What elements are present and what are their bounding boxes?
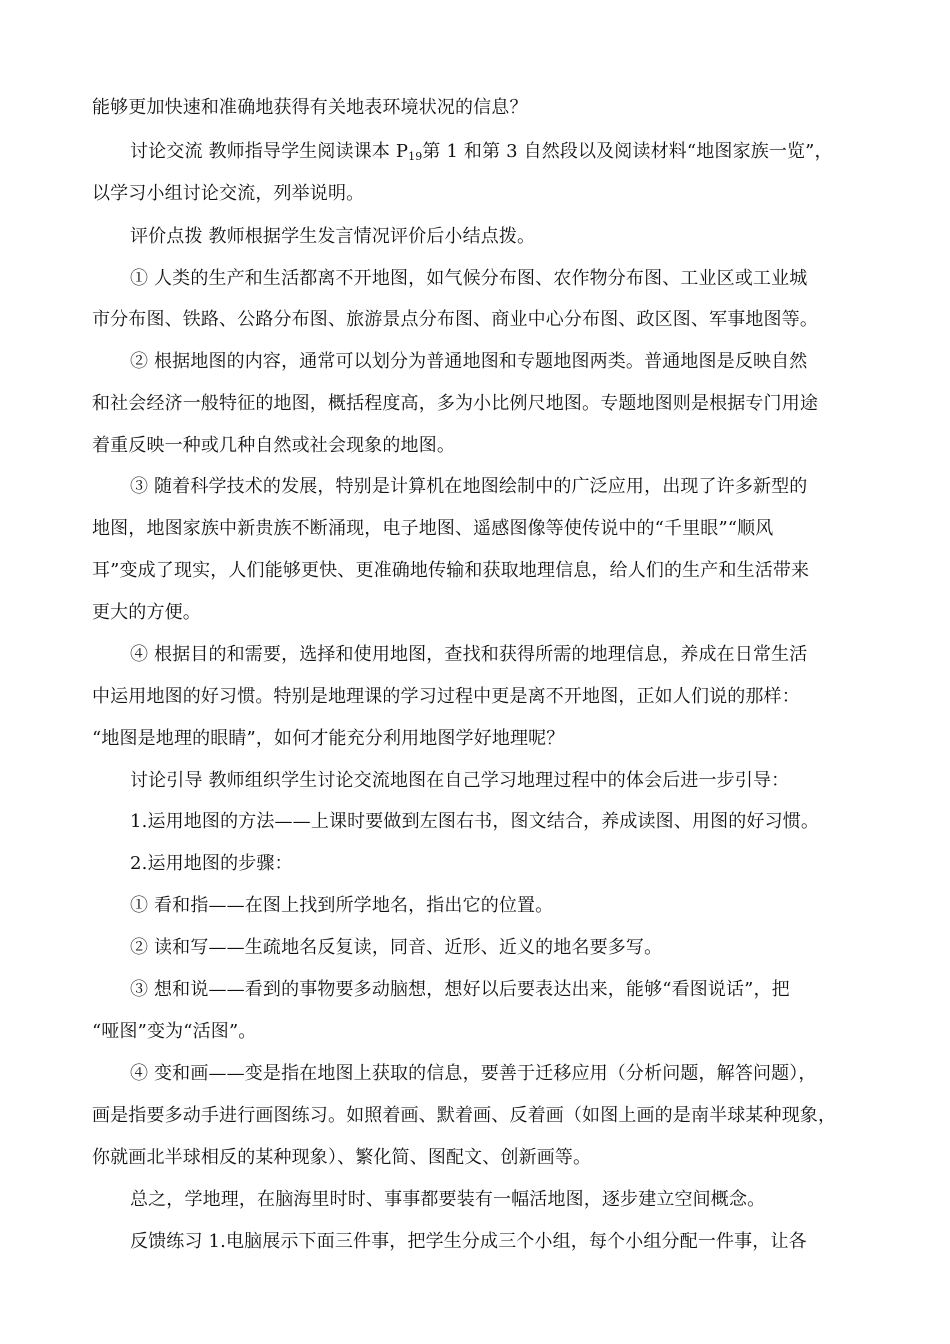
text-line-23: “哑图”变为“活图”。 [92, 1021, 257, 1042]
text-line-6: 市分布图、铁路、公路分布图、旅游景点分布图、商业中心分布图、政区图、军事地图等。 [92, 309, 818, 330]
text-segment-discussion-lead: 讨论交流 教师指导学生阅读课本 P [130, 141, 409, 162]
text-line-12: 耳”变成了现实，人们能够更快、更准确地传输和获取地理信息，给人们的生产和生活带来 [92, 560, 810, 581]
text-line-25: 画是指要多动手进行画图练习。如照着画、默着画、反着画（如图上画的是南半球某种现象， [92, 1105, 837, 1126]
text-line-7: ② 根据地图的内容，通常可以划分为普通地图和专题地图两类。普通地图是反映自然 [130, 351, 808, 372]
text-line-17: 讨论引导 教师组织学生讨论交流地图在自己学习地理过程中的体会后进一步引导： [130, 770, 790, 791]
text-line-5: ① 人类的生产和生活都离不开地图，如气候分布图、农作物分布图、工业区或工业城 [130, 268, 808, 289]
text-line-16: “地图是地理的眼睛”，如何才能充分利用地图学好地理呢？ [92, 728, 565, 749]
page-number-subscript: 19 [408, 150, 423, 163]
text-line-11: 地图，地图家族中新贵族不断涌现，电子地图、遥感图像等使传说中的“千里眼”“顺风 [92, 518, 774, 539]
document-body [92, 94, 858, 1256]
text-line-3: 以学习小组讨论交流，列举说明。 [92, 183, 365, 204]
text-line-21: ② 读和写——生疏地名反复读，同音、近形、近义的地名要多写。 [130, 937, 663, 958]
text-line-15: 中运用地图的好习惯。特别是地理课的学习过程中更是离不开地图，正如人们说的那样： [92, 686, 800, 707]
text-line-27: 总之，学地理，在脑海里时时、事事都要装有一幅活地图，逐步建立空间概念。 [130, 1189, 766, 1210]
text-line-4: 评价点拨 教师根据学生发言情况评价后小结点拨。 [130, 226, 536, 247]
text-line-24: ④ 变和画——变是指在地图上获取的信息，要善于迁移应用（分析问题，解答问题）， [130, 1063, 817, 1084]
text-line-28: 反馈练习 1.电脑展示下面三件事，把学生分成三个小组，每个小组分配一件事，让各 [130, 1231, 807, 1252]
text-segment-discussion-tail: 第 1 和第 3 自然段以及阅读材料“地图家族一览”， [422, 141, 833, 162]
text-line-9: 着重反映一种或几种自然或社会现象的地图。 [92, 435, 455, 456]
text-line-22: ③ 想和说——看到的事物要多动脑想，想好以后要表达出来，能够“看图说话”，把 [130, 979, 790, 1000]
text-line-13: 更大的方便。 [92, 602, 201, 623]
text-line-14: ④ 根据目的和需要，选择和使用地图，查找和获得所需的地理信息，养成在日常生活 [130, 644, 808, 665]
text-line-10: ③ 随着科学技术的发展，特别是计算机在地图绘制中的广泛应用，出现了许多新型的 [130, 476, 808, 497]
text-line-8: 和社会经济一般特征的地图，概括程度高，多为小比例尺地图。专题地图则是根据专门用途 [92, 393, 818, 414]
text-line-1: 能够更加快速和准确地获得有关地表环境状况的信息？ [92, 97, 528, 118]
text-line-18: 1.运用地图的方法——上课时要做到左图右书，图文结合，养成读图、用图的好习惯。 [130, 811, 820, 832]
text-line-20: ① 看和指——在图上找到所学地名，指出它的位置。 [130, 895, 554, 916]
text-line-26: 你就画北半球相反的某种现象）、繁化简、图配文、创新画等。 [92, 1147, 592, 1168]
text-line-2 [92, 138, 858, 166]
text-line-19: 2.运用地图的步骤： [130, 853, 293, 874]
